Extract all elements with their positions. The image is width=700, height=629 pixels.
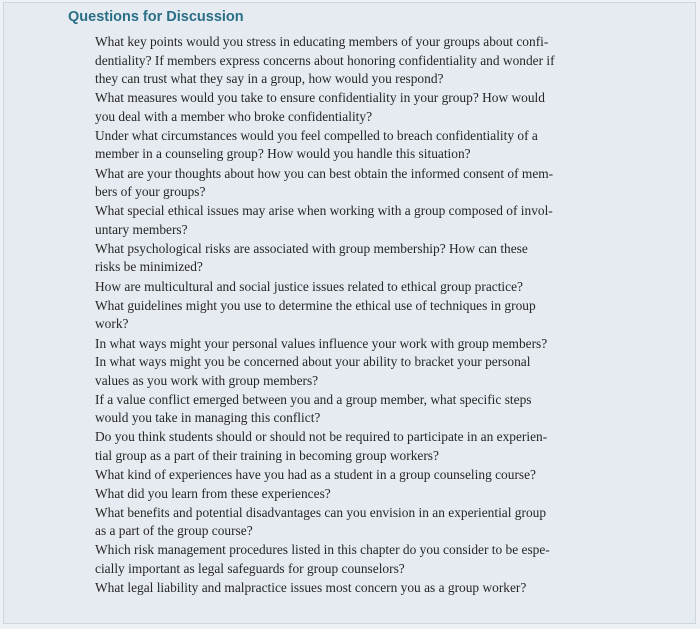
question-line: tial group as a part of their training in becoming group workers? [95, 447, 439, 463]
question-item [0, 541, 605, 578]
question-item [0, 297, 605, 334]
question-line: risks be minimized? [95, 259, 203, 275]
question-item [0, 466, 605, 503]
question-item [0, 504, 605, 541]
question-item [0, 89, 605, 126]
question-item [0, 335, 605, 391]
question-line: What guidelines might you use to determine the ethical use of techniques in group [95, 297, 536, 313]
question-line: as a part of the group course? [95, 523, 253, 539]
question-line: What key points would you stress in educating members of your groups about confi- [95, 34, 549, 49]
question-line: work? [95, 316, 129, 332]
question-item [0, 240, 605, 277]
question-line: What measures would you take to ensure confidentiality in your group? How would [95, 90, 545, 106]
question-item [0, 33, 605, 89]
question-line: Do you think students should or should not be required to participate in an experien- [95, 429, 548, 445]
question-item [0, 165, 605, 202]
question-line: In what ways might you be concerned about your ability to bracket your personal [95, 354, 531, 369]
question-line: they can trust what they say in a group, how would you respond? [95, 71, 444, 86]
question-line: Under what circumstances would you feel compelled to breach confidentiality of a [95, 127, 538, 143]
question-item [0, 579, 605, 598]
question-line: If a value conflict emerged between you and a group member, what specific steps [95, 391, 532, 407]
question-line: What kind of experiences have you had as a student in a group counseling course? [95, 467, 537, 483]
question-item [0, 202, 605, 239]
question-line: untary members? [95, 221, 188, 237]
question-line: bers of your groups? [95, 184, 206, 200]
question-line: What legal liability and malpractice issues most concern you as a group worker? [95, 580, 527, 596]
question-line: What are your thoughts about how you can best obtain the informed consent of mem- [95, 165, 554, 181]
question-line: Which risk management procedures listed in this chapter do you consider to be espe- [95, 542, 550, 558]
section-heading: Questions for Discussion [68, 9, 244, 25]
question-line: What benefits and potential disadvantages can you envision in an experiential group [95, 504, 547, 520]
question-item [0, 428, 605, 465]
question-item [0, 127, 605, 164]
question-list [0, 33, 700, 598]
question-line: values as you work with group members? [95, 372, 319, 388]
question-line: you deal with a member who broke confidentiality? [95, 108, 373, 124]
question-line: What psychological risks are associated with group membership? How can these [95, 240, 528, 256]
question-item [0, 391, 605, 428]
question-line: cially important as legal safeguards for group counselors? [95, 560, 405, 576]
question-line: would you take in managing this conflict? [95, 410, 321, 426]
question-line: What special ethical issues may arise when working with a group composed of invol- [95, 203, 553, 219]
question-line: member in a counseling group? How would you handle this situation? [95, 146, 471, 162]
question-line: How are multicultural and social justice issues related to ethical group practice? [95, 278, 523, 294]
question-line: In what ways might your personal values influence your work with group members? [95, 335, 548, 351]
question-item [0, 278, 605, 297]
question-line: dentiality? If members express concerns about honoring confidentiality and wonder if [95, 52, 555, 68]
question-line: What did you learn from these experiences? [95, 485, 331, 501]
